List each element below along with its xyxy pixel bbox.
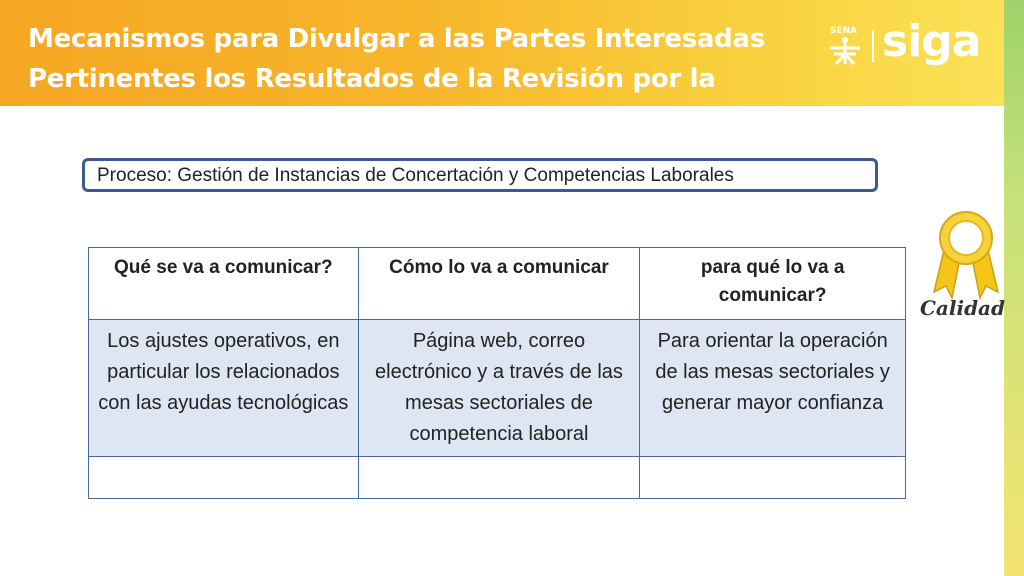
table-cell: Para orientar la operación de las mesas sectoriales y generar mayor confianza [640, 320, 906, 457]
siga-logo: siga [882, 16, 981, 67]
table-cell: Página web, correo electrónico y a través de las mesas sectoriales de competencia laboral [358, 320, 640, 457]
table-header-why: para qué lo va a comunicar? [640, 248, 906, 320]
logo-divider [872, 30, 874, 62]
logo-group [826, 16, 981, 72]
table-cell [640, 457, 906, 499]
table-cell [358, 457, 640, 499]
table-row [89, 457, 906, 499]
table-header-how: Cómo lo va a comunicar [358, 248, 640, 320]
table-cell [89, 457, 359, 499]
page-title [28, 19, 828, 139]
table-cell: Los ajustes operativos, en particular los relacionados con las ayudas tecnológicas [89, 320, 359, 457]
sena-logo-text: SENA [830, 26, 858, 36]
title-line-2: Pertinentes los Resultados de la Revisión por la Dirección [28, 64, 716, 134]
header-banner [0, 0, 1024, 134]
table-row [89, 320, 906, 457]
sena-logo [826, 24, 864, 68]
table-header-row [89, 248, 906, 320]
table-header-what: Qué se va a comunicar? [89, 248, 359, 320]
process-box [82, 158, 878, 192]
calidad-label: Calidad [920, 296, 1005, 320]
process-label: Proceso: Gestión de Instancias de Concertación y Competencias Laborales [97, 165, 734, 186]
communication-table [88, 247, 906, 499]
title-line-1: Mecanismos para Divulgar a las Partes Interesadas [28, 24, 765, 54]
